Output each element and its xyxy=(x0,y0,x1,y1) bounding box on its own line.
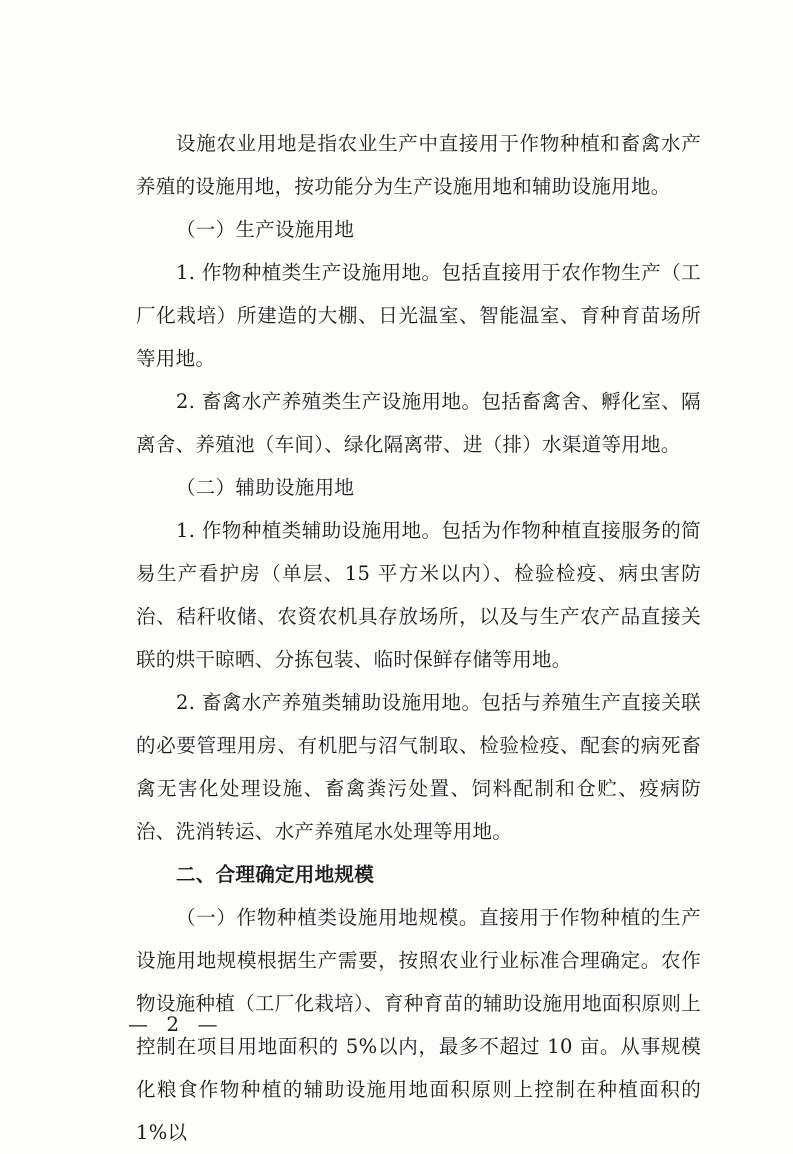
paragraph-crop-land-scale: （一）作物种植类设施用地规模。直接用于作物种植的生产设施用地规模根据生产需要，按照农业行业标准合理确定。农作物设施种植（工厂化栽培）、育种育苗的辅助设施用地面积原则上控制在项目用地面积的 5%以内，最多不超过 10 亩。从事规模化粮食作物种植的辅助设施用地面积原则上控制在种植面积的 1%以 xyxy=(136,906,701,1144)
section-heading-land-scale: 二、合理确定用地规模 xyxy=(176,863,375,886)
paragraph-livestock-production-facilities: 2. 畜禽水产养殖类生产设施用地。包括畜禽舍、孵化室、隔离舍、养殖池（车间）、绿化隔离带、进（排）水渠道等用地。 xyxy=(136,390,701,456)
paragraph-livestock-auxiliary-facilities: 2. 畜禽水产养殖类辅助设施用地。包括与养殖生产直接关联的必要管理用房、有机肥与沼气制取、检验检疫、配套的病死畜禽无害化处理设施、畜禽粪污处置、饲料配制和仓贮、疫病防治、洗消转运、水产养殖尾水处理等用地。 xyxy=(136,691,701,843)
paragraph-intro: 设施农业用地是指农业生产中直接用于作物种植和畜禽水产养殖的设施用地，按功能分为生产设施用地和辅助设施用地。 xyxy=(136,132,701,198)
subheading-production-facilities: （一）生产设施用地 xyxy=(176,218,355,241)
paragraph-crop-auxiliary-facilities: 1. 作物种植类辅助设施用地。包括为作物种植直接服务的简易生产看护房（单层、15 平方米以内）、检验检疫、病虫害防治、秸秆收储、农资农机具存放场所，以及与生产农产品直接关联的烘干晾晒、分拣包装、临时保鲜存储等用地。 xyxy=(136,519,701,671)
paragraph-crop-production-facilities: 1. 作物种植类生产设施用地。包括直接用于农作物生产（工厂化栽培）所建造的大棚、日光温室、智能温室、育种育苗场所等用地。 xyxy=(136,261,701,370)
page-number: — 2 — xyxy=(128,1012,224,1036)
document-body xyxy=(136,122,701,1154)
subheading-auxiliary-facilities: （二）辅助设施用地 xyxy=(176,476,355,499)
